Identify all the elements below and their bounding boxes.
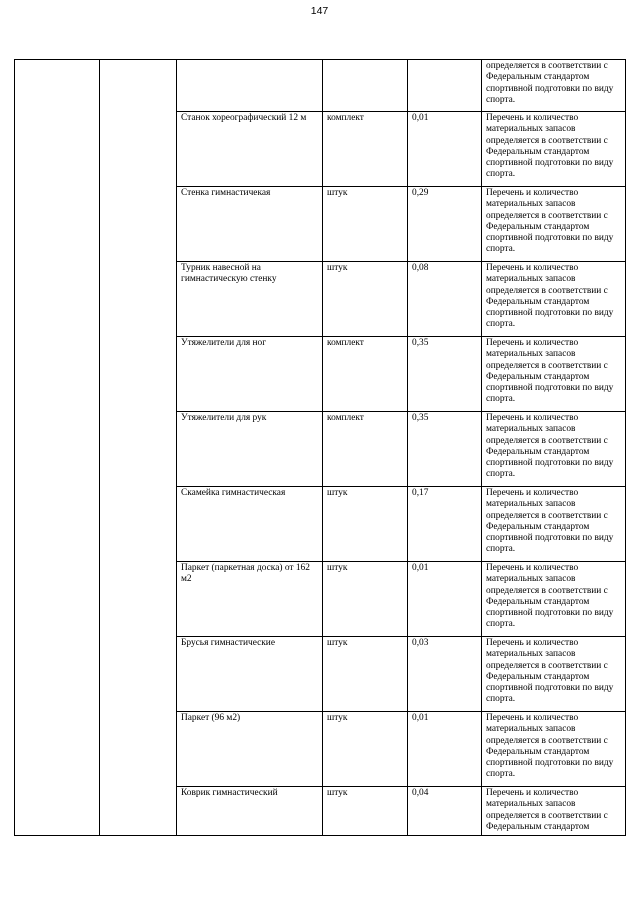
note-cell: Перечень и количество материальных запасов определяется в соответствии с Федеральным стандартом спортивной подготовки по виду спорта. (482, 337, 626, 412)
quantity-cell: 0,29 (408, 187, 482, 262)
name-cell: Турник навесной на гимнастическую стенку (177, 262, 323, 337)
table-row-continued (15, 60, 626, 112)
quantity-cell (408, 60, 482, 112)
section-number-cell (15, 60, 100, 836)
unit-cell: штук (323, 262, 408, 337)
note-cell: Перечень и количество материальных запасов определяется в соответствии с Федеральным стандартом спортивной подготовки по виду спорта. (482, 412, 626, 487)
unit-cell: штук (323, 487, 408, 562)
unit-cell: штук (323, 187, 408, 262)
quantity-cell: 0,17 (408, 487, 482, 562)
note-cell: Перечень и количество материальных запасов определяется в соответствии с Федеральным стандартом спортивной подготовки по виду спорта. (482, 187, 626, 262)
note-cell (482, 60, 626, 112)
name-cell: Утяжелители для рук (177, 412, 323, 487)
name-cell: Станок хореографический 12 м (177, 112, 323, 187)
note-cell: Перечень и количество материальных запасов определяется в соответствии с Федеральным стандартом спортивной подготовки по виду спорта. (482, 562, 626, 637)
name-cell (177, 60, 323, 112)
note-text: определяется в соответствии с Федеральным стандартом спортивной подготовки по виду спорта. (486, 61, 614, 105)
name-cell: Стенка гимнастичекая (177, 187, 323, 262)
quantity-cell: 0,08 (408, 262, 482, 337)
section-title-cell (100, 60, 177, 836)
note-cell: Перечень и количество материальных запасов определяется в соответствии с Федеральным стандартом (482, 787, 626, 836)
name-cell: Скамейка гимнастическая (177, 487, 323, 562)
materials-table (14, 59, 626, 836)
name-cell: Коврик гимнастический (177, 787, 323, 836)
unit-cell: комплект (323, 337, 408, 412)
quantity-cell: 0,01 (408, 562, 482, 637)
name-cell: Утяжелители для ног (177, 337, 323, 412)
name-cell: Паркет (паркетная доска) от 162 м2 (177, 562, 323, 637)
note-cell: Перечень и количество материальных запасов определяется в соответствии с Федеральным стандартом спортивной подготовки по виду спорта. (482, 112, 626, 187)
unit-cell: штук (323, 562, 408, 637)
unit-cell: штук (323, 712, 408, 787)
note-cell: Перечень и количество материальных запасов определяется в соответствии с Федеральным стандартом спортивной подготовки по виду спорта. (482, 712, 626, 787)
note-cell: Перечень и количество материальных запасов определяется в соответствии с Федеральным стандартом спортивной подготовки по виду спорта. (482, 637, 626, 712)
note-cell: Перечень и количество материальных запасов определяется в соответствии с Федеральным стандартом спортивной подготовки по виду спорта. (482, 262, 626, 337)
note-cell: Перечень и количество материальных запасов определяется в соответствии с Федеральным стандартом спортивной подготовки по виду спорта. (482, 487, 626, 562)
quantity-cell: 0,04 (408, 787, 482, 836)
quantity-cell: 0,01 (408, 112, 482, 187)
name-cell: Паркет (96 м2) (177, 712, 323, 787)
quantity-cell: 0,35 (408, 412, 482, 487)
quantity-cell: 0,03 (408, 637, 482, 712)
name-cell: Брусья гимнастические (177, 637, 323, 712)
page-number: 147 (310, 5, 329, 17)
unit-cell: штук (323, 787, 408, 836)
unit-cell: комплект (323, 412, 408, 487)
unit-cell: штук (323, 637, 408, 712)
unit-cell: комплект (323, 112, 408, 187)
unit-cell (323, 60, 408, 112)
quantity-cell: 0,01 (408, 712, 482, 787)
quantity-cell: 0,35 (408, 337, 482, 412)
